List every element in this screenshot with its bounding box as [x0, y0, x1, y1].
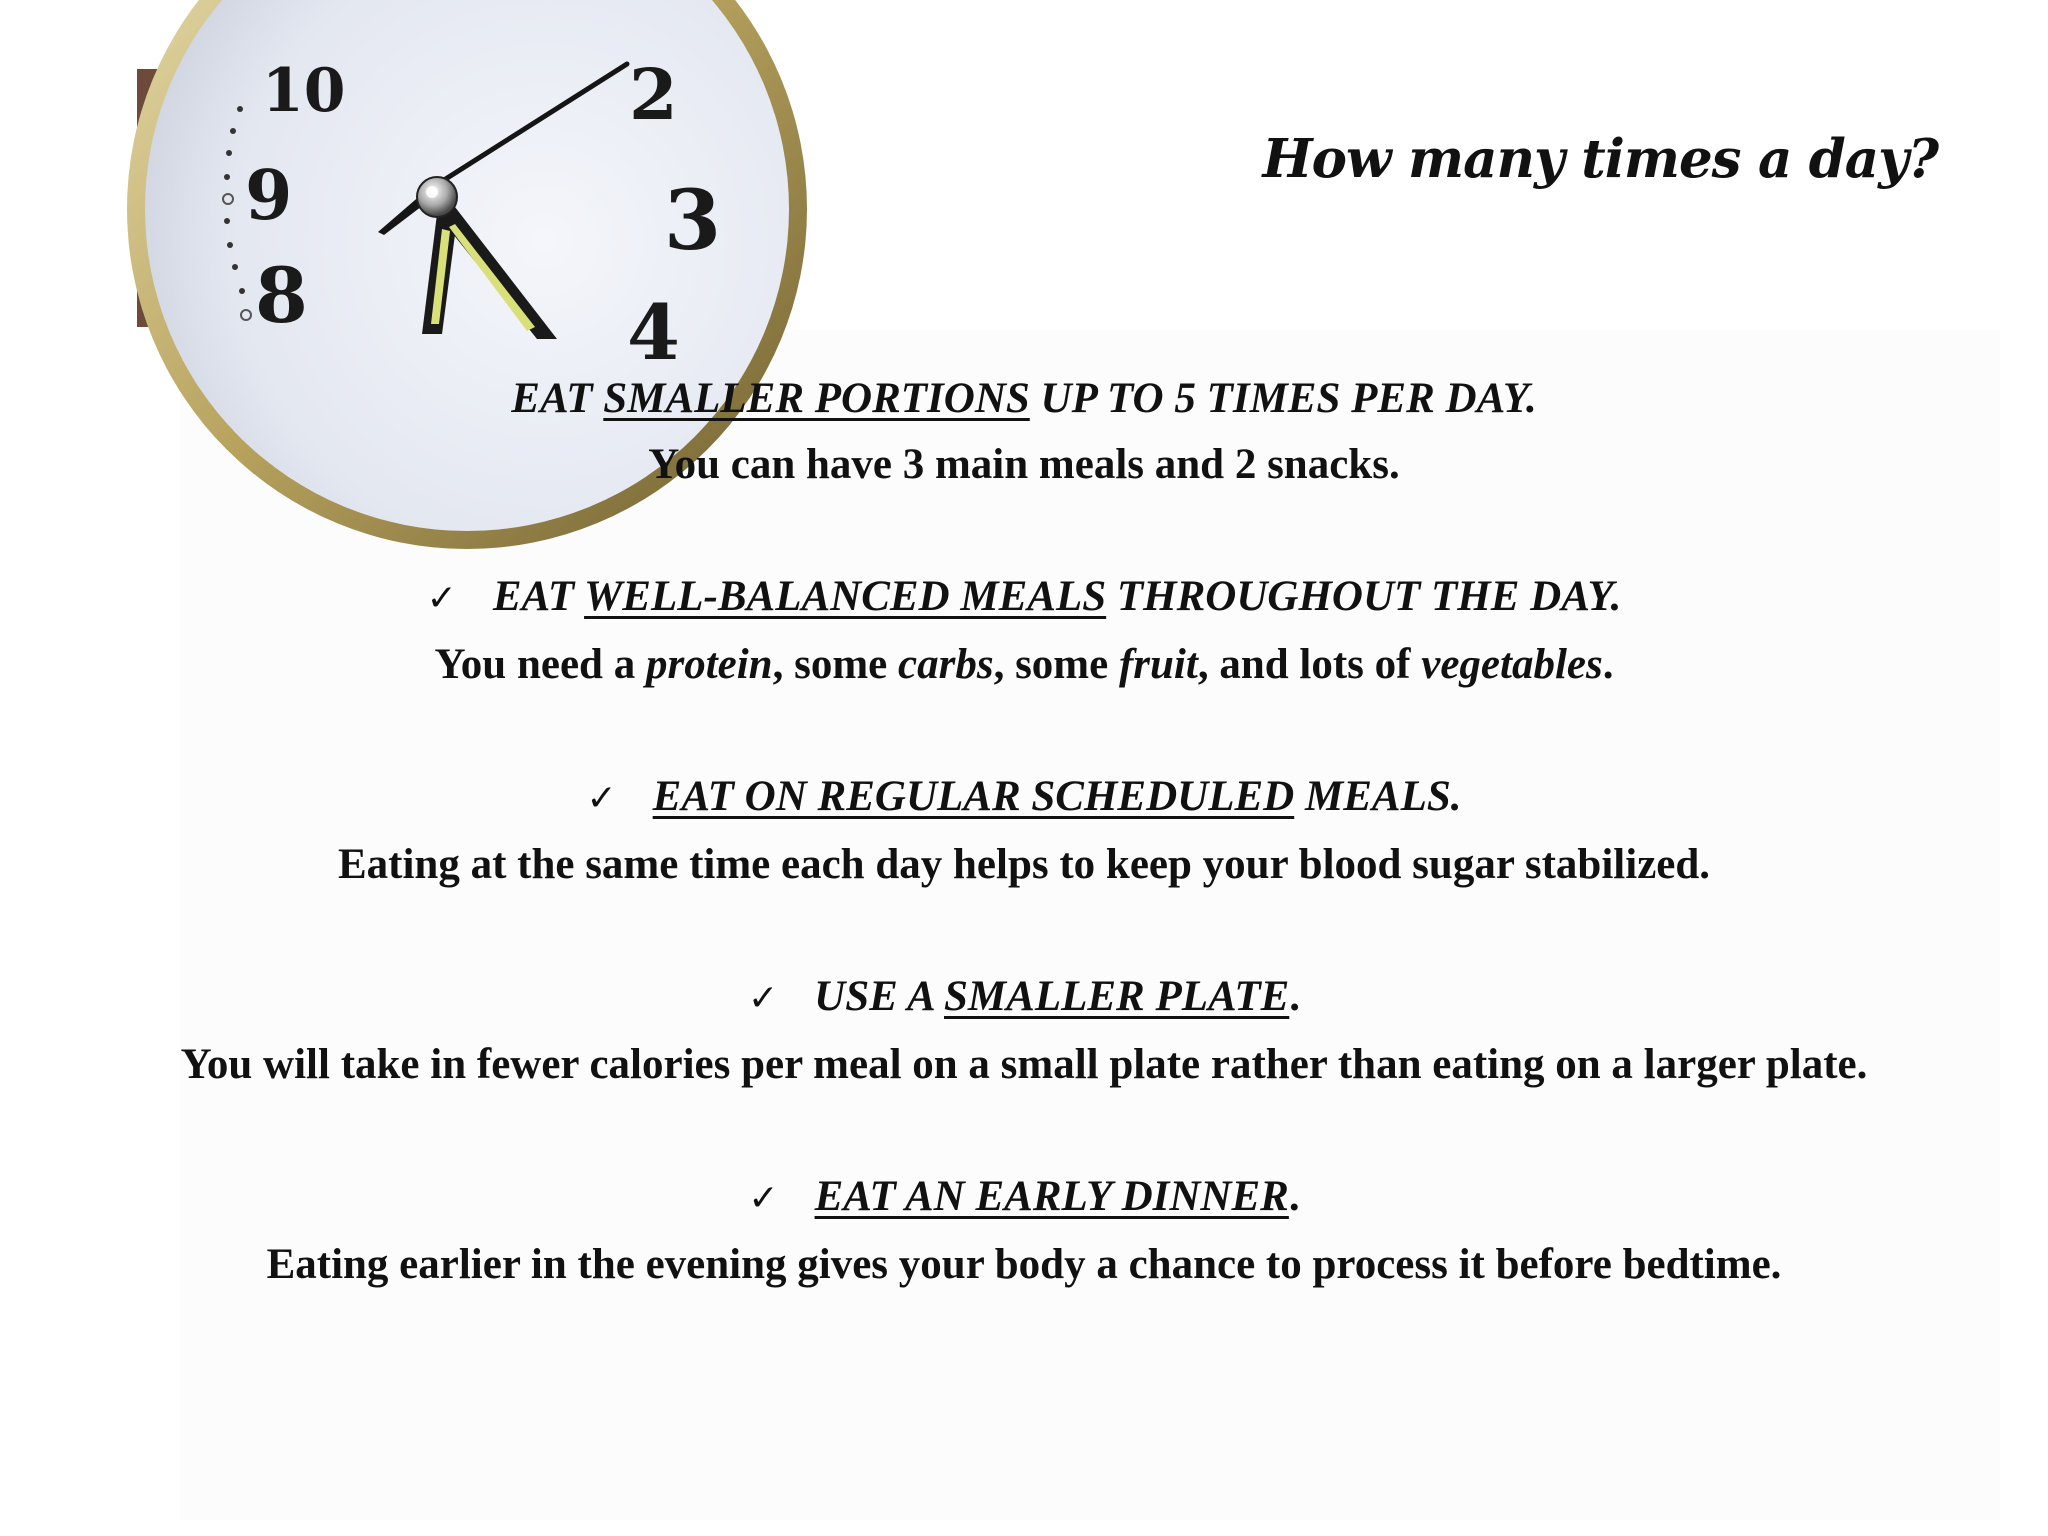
tip-item: [0, 1164, 2048, 1298]
tip-heading: [0, 366, 2048, 432]
desc-part-vegetables: vegetables: [1421, 641, 1603, 688]
tip-heading-underlined: EAT AN EARLY DINNER: [814, 1173, 1289, 1220]
desc-part: , some: [993, 641, 1119, 688]
desc-part: .: [1602, 641, 1614, 688]
tip-description: You will take in fewer calories per meal on a small plate rather than eating on a larger plate.: [180, 1041, 1868, 1088]
checkmark-icon: ✓: [426, 578, 457, 619]
tip-item: [0, 366, 2048, 498]
tip-item: [0, 964, 2048, 1098]
checkmark-icon: ✓: [747, 978, 779, 1019]
tip-heading: [0, 1164, 2048, 1232]
clock-numeral-8: 8: [255, 251, 308, 340]
tip-heading-underlined: WELL-BALANCED MEALS: [584, 573, 1107, 620]
clock-numeral-2: 2: [629, 53, 678, 136]
desc-part-carbs: carbs: [898, 641, 994, 688]
tip-heading-lead: EAT: [492, 573, 585, 620]
clock-numeral-10: 10: [262, 56, 346, 126]
clock-numeral-4: 4: [627, 288, 680, 377]
tip-heading-underlined: SMALLER PORTIONS: [603, 375, 1030, 422]
clock-numeral-3: 3: [664, 173, 722, 269]
tip-heading-rest: MEALS.: [1294, 773, 1462, 820]
checkmark-icon: ✓: [586, 778, 617, 819]
desc-part-fruit: fruit: [1118, 641, 1198, 688]
tip-description: Eating earlier in the evening gives your body a chance to process it before bedtime.: [266, 1241, 1782, 1288]
tip-description: Eating at the same time each day helps to keep your blood sugar stabilized.: [337, 841, 1711, 888]
tip-heading: [0, 564, 2048, 632]
tip-heading: [0, 964, 2048, 1032]
tips-list: [0, 366, 2048, 1364]
slide-title: How many times a day?: [1262, 128, 1938, 190]
tip-heading-underlined: SMALLER PLATE: [944, 973, 1290, 1020]
tip-heading-underlined: EAT ON REGULAR SCHEDULED: [652, 773, 1295, 820]
tip-heading-rest: .: [1288, 1173, 1300, 1220]
clock-numeral-9: 9: [245, 156, 293, 236]
clock-image: [137, 53, 745, 377]
desc-part: , and lots of: [1197, 641, 1422, 688]
tip-item: [0, 564, 2048, 698]
tip-heading: [0, 764, 2048, 832]
desc-part-protein: protein: [645, 641, 773, 688]
tip-heading-rest: UP TO 5 TIMES PER DAY.: [1029, 375, 1537, 422]
tip-heading-rest: .: [1289, 973, 1301, 1020]
desc-part: , some: [772, 641, 898, 688]
tip-item: [0, 764, 2048, 898]
desc-part: You need a: [434, 641, 646, 688]
tip-heading-lead: EAT: [511, 375, 604, 422]
tip-heading-rest: THROUGHOUT THE DAY.: [1106, 573, 1622, 620]
tip-description: You can have 3 main meals and 2 snacks.: [648, 441, 1400, 488]
checkmark-icon: ✓: [748, 1178, 779, 1219]
tip-heading-lead: USE A: [814, 973, 945, 1020]
tip-description: [0, 632, 2048, 698]
